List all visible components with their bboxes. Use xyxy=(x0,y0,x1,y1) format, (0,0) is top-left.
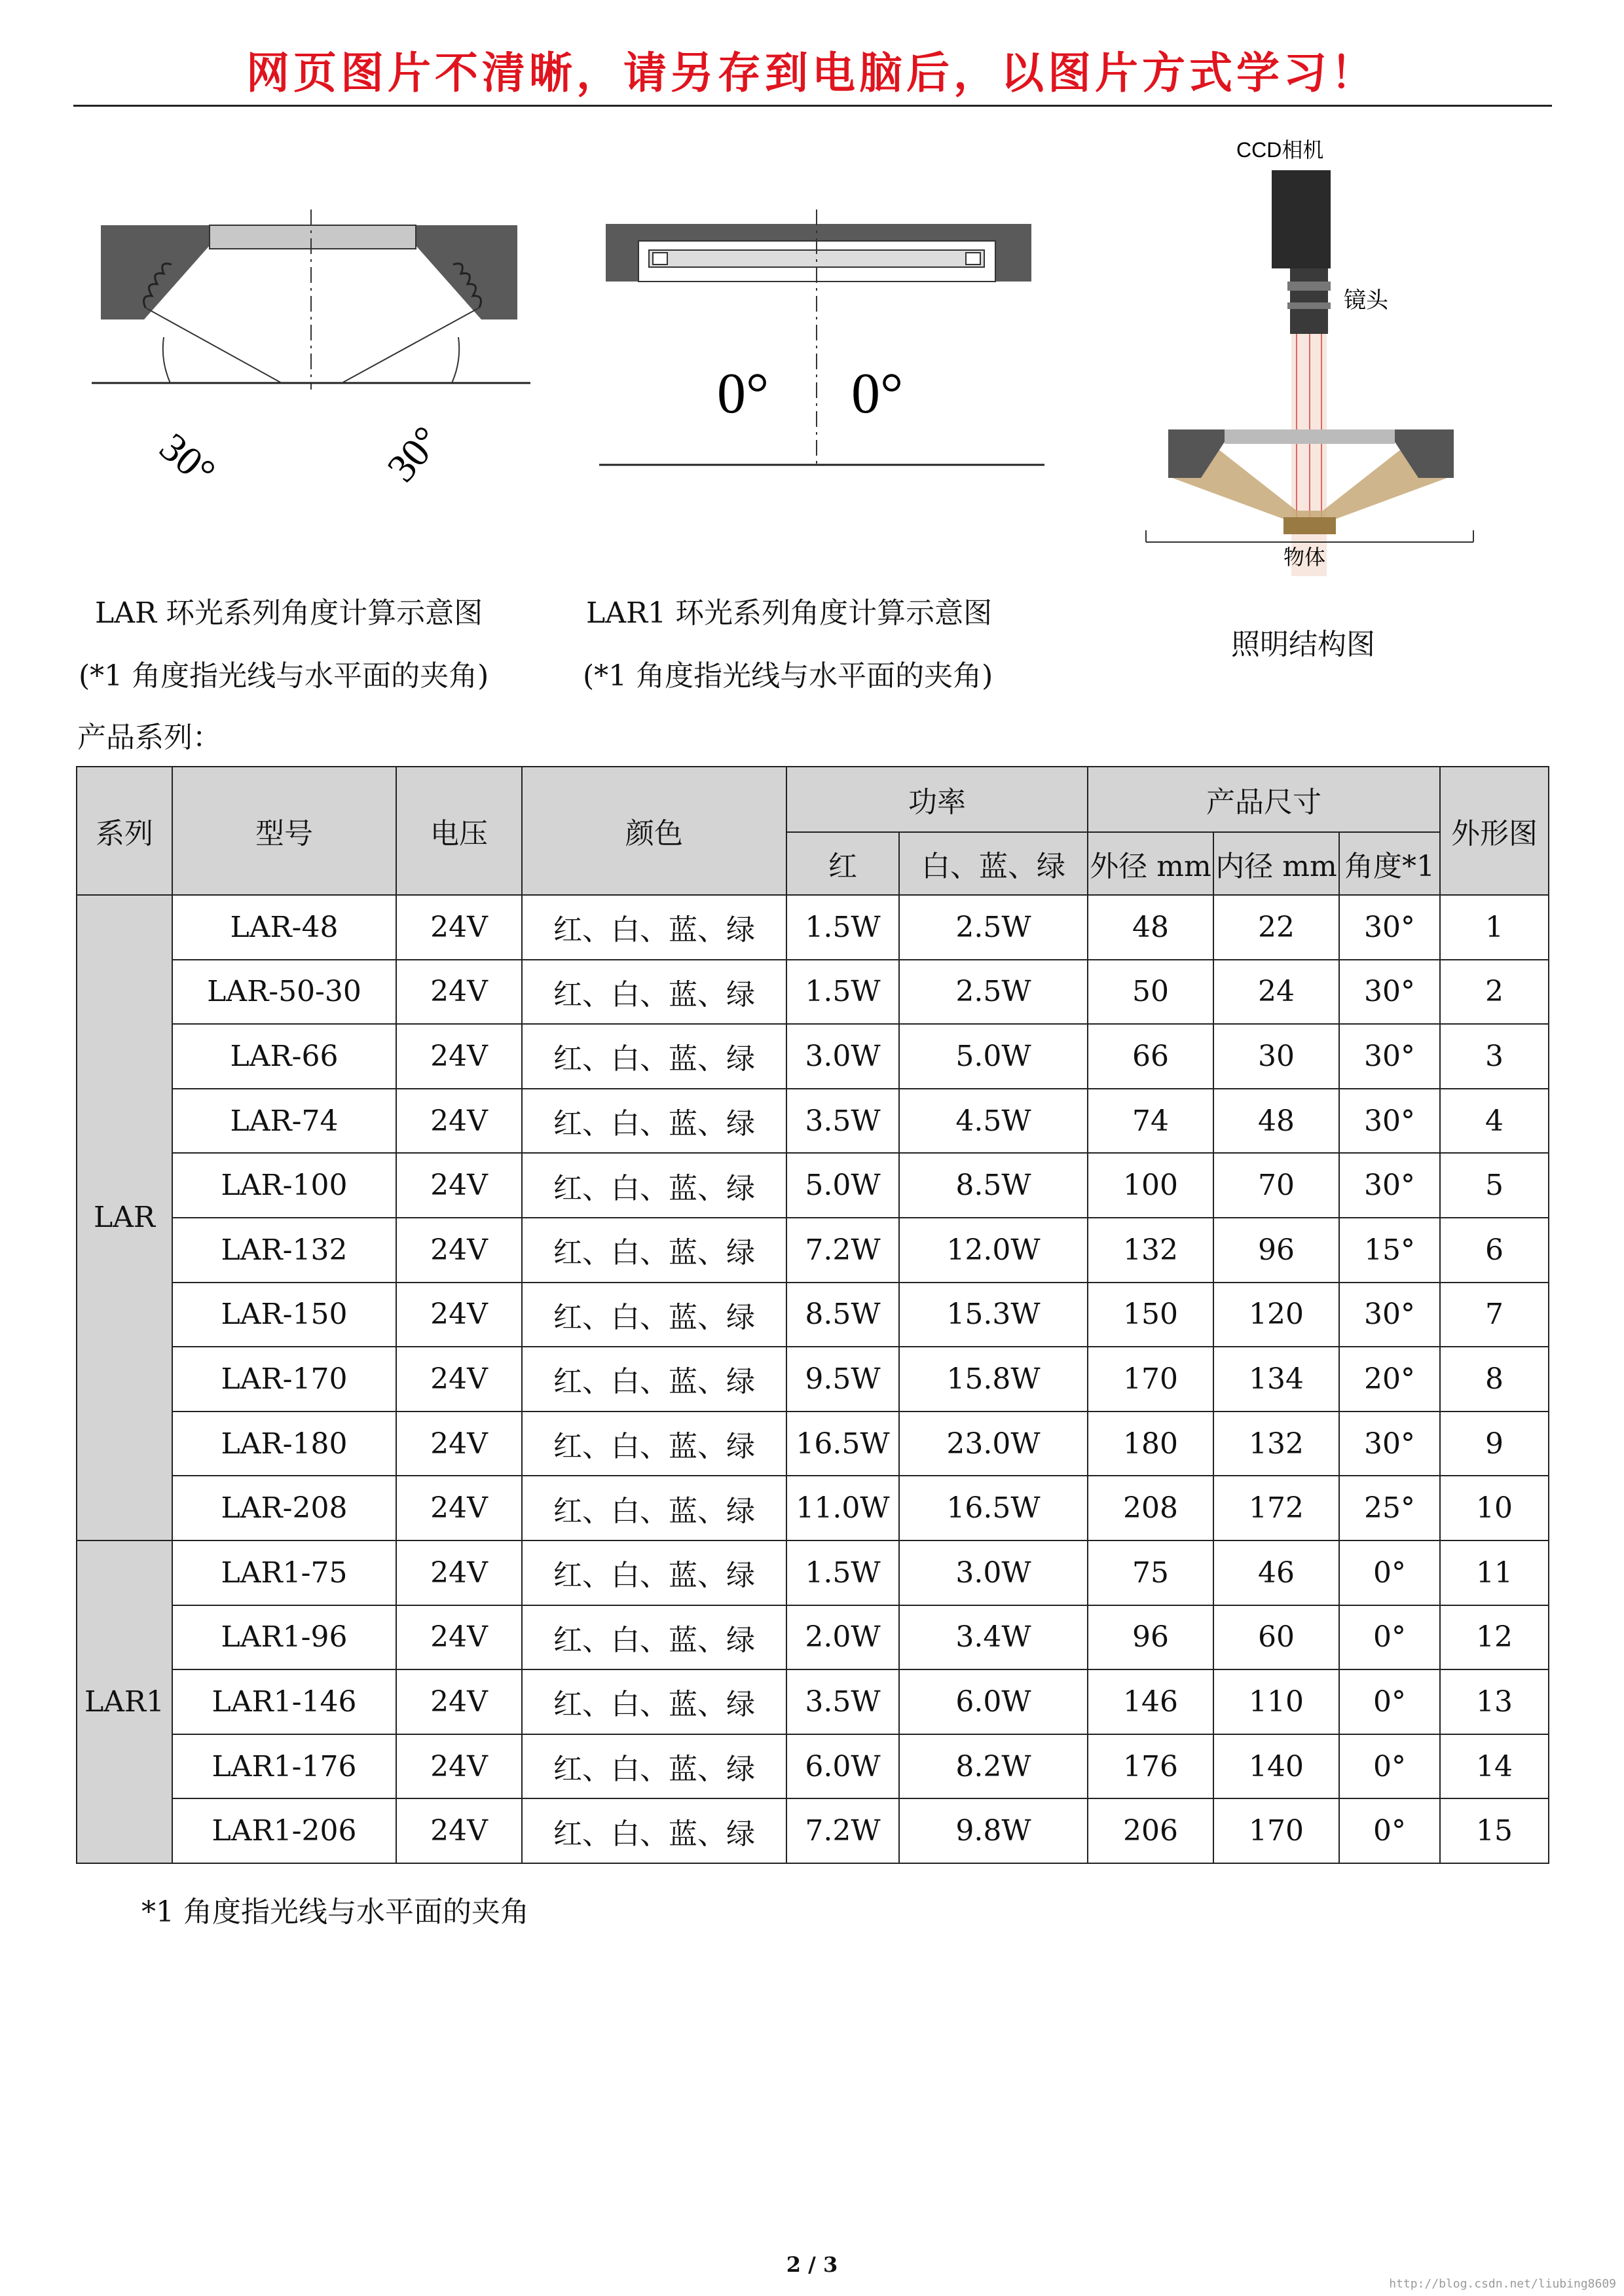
power-other-cell: 3.4W xyxy=(899,1605,1088,1670)
inner-diameter-cell: 70 xyxy=(1213,1153,1339,1218)
voltage-cell: 24V xyxy=(396,1605,522,1670)
page-number: 2 / 3 xyxy=(786,2252,838,2277)
table-row xyxy=(77,1798,1549,1863)
power-other-cell: 6.0W xyxy=(899,1669,1088,1734)
inner-diameter-cell: 60 xyxy=(1213,1605,1339,1670)
lar-angle-diagram xyxy=(85,210,544,498)
angle-cell: 15° xyxy=(1339,1218,1440,1283)
angle-cell: 30° xyxy=(1339,1283,1440,1347)
inner-diameter-cell: 134 xyxy=(1213,1347,1339,1412)
model-cell: LAR-100 xyxy=(172,1153,396,1218)
header-power: 功率 xyxy=(786,767,1088,832)
table-row xyxy=(77,1734,1549,1799)
color-cell: 红、白、蓝、绿 xyxy=(522,960,786,1025)
model-cell: LAR-208 xyxy=(172,1476,396,1540)
model-cell: LAR-74 xyxy=(172,1089,396,1154)
power-other-cell: 23.0W xyxy=(899,1412,1088,1476)
color-cell: 红、白、蓝、绿 xyxy=(522,1283,786,1347)
shape-cell: 6 xyxy=(1440,1218,1549,1283)
lar-figure-caption: LAR 环光系列角度计算示意图 xyxy=(95,596,483,630)
table-row xyxy=(77,1476,1549,1540)
camera-label: CCD相机 xyxy=(1236,138,1324,162)
table-row xyxy=(77,1669,1549,1734)
outer-diameter-cell: 176 xyxy=(1088,1734,1213,1799)
power-red-cell: 8.5W xyxy=(786,1283,899,1347)
voltage-cell: 24V xyxy=(396,1798,522,1863)
header-shape: 外形图 xyxy=(1440,767,1549,895)
outer-diameter-cell: 170 xyxy=(1088,1347,1213,1412)
lar-angle-right-label: 30° xyxy=(378,418,450,490)
table-row xyxy=(77,1153,1549,1218)
outer-diameter-cell: 50 xyxy=(1088,960,1213,1025)
inner-diameter-cell: 22 xyxy=(1213,895,1339,960)
outer-diameter-cell: 100 xyxy=(1088,1153,1213,1218)
power-other-cell: 12.0W xyxy=(899,1218,1088,1283)
color-cell: 红、白、蓝、绿 xyxy=(522,895,786,960)
voltage-cell: 24V xyxy=(396,1540,522,1605)
color-cell: 红、白、蓝、绿 xyxy=(522,1024,786,1089)
inner-diameter-cell: 110 xyxy=(1213,1669,1339,1734)
power-other-cell: 2.5W xyxy=(899,895,1088,960)
inner-diameter-cell: 46 xyxy=(1213,1540,1339,1605)
product-table xyxy=(76,766,1549,1864)
angle-cell: 0° xyxy=(1339,1540,1440,1605)
model-cell: LAR-150 xyxy=(172,1283,396,1347)
voltage-cell: 24V xyxy=(396,1283,522,1347)
table-row xyxy=(77,1412,1549,1476)
color-cell: 红、白、蓝、绿 xyxy=(522,1798,786,1863)
angle-cell: 30° xyxy=(1339,1089,1440,1154)
inner-diameter-cell: 132 xyxy=(1213,1412,1339,1476)
lar-figure-note: (*1 角度指光线与水平面的夹角) xyxy=(79,659,489,693)
outer-diameter-cell: 146 xyxy=(1088,1669,1213,1734)
outer-diameter-cell: 132 xyxy=(1088,1218,1213,1283)
model-cell: LAR-50-30 xyxy=(172,960,396,1025)
voltage-cell: 24V xyxy=(396,1218,522,1283)
power-red-cell: 16.5W xyxy=(786,1412,899,1476)
lar1-angle-right-label: 0° xyxy=(851,362,904,426)
shape-cell: 5 xyxy=(1440,1153,1549,1218)
shape-cell: 11 xyxy=(1440,1540,1549,1605)
inner-diameter-cell: 96 xyxy=(1213,1218,1339,1283)
model-cell: LAR1-176 xyxy=(172,1734,396,1799)
power-red-cell: 9.5W xyxy=(786,1347,899,1412)
voltage-cell: 24V xyxy=(396,1476,522,1540)
lar1-angle-left-label: 0° xyxy=(717,362,769,426)
inner-diameter-cell: 48 xyxy=(1213,1089,1339,1154)
power-red-cell: 3.5W xyxy=(786,1669,899,1734)
table-row xyxy=(77,1024,1549,1089)
header-color: 颜色 xyxy=(522,767,786,895)
power-red-cell: 1.5W xyxy=(786,895,899,960)
power-other-cell: 15.3W xyxy=(899,1283,1088,1347)
shape-cell: 8 xyxy=(1440,1347,1549,1412)
voltage-cell: 24V xyxy=(396,1347,522,1412)
voltage-cell: 24V xyxy=(396,1024,522,1089)
model-cell: LAR-170 xyxy=(172,1347,396,1412)
header-power-red: 红 xyxy=(786,832,899,895)
table-row xyxy=(77,1218,1549,1283)
color-cell: 红、白、蓝、绿 xyxy=(522,1153,786,1218)
footnote: *1 角度指光线与水平面的夹角 xyxy=(141,1895,529,1929)
voltage-cell: 24V xyxy=(396,1089,522,1154)
outer-diameter-cell: 208 xyxy=(1088,1476,1213,1540)
power-other-cell: 4.5W xyxy=(899,1089,1088,1154)
model-cell: LAR1-96 xyxy=(172,1605,396,1670)
series-cell: LAR xyxy=(77,895,172,1540)
header-inner-diameter: 内径 mm xyxy=(1213,832,1339,895)
lens-label: 镜头 xyxy=(1344,288,1388,313)
lighting-figure-caption: 照明结构图 xyxy=(1231,628,1375,661)
shape-cell: 14 xyxy=(1440,1734,1549,1799)
header-series: 系列 xyxy=(77,767,172,895)
angle-cell: 0° xyxy=(1339,1669,1440,1734)
angle-cell: 30° xyxy=(1339,960,1440,1025)
power-other-cell: 2.5W xyxy=(899,960,1088,1025)
power-red-cell: 1.5W xyxy=(786,1540,899,1605)
notice-banner: 网页图片不清晰，请另存到电脑后，以图片方式学习！ xyxy=(246,48,1378,98)
shape-cell: 13 xyxy=(1440,1669,1549,1734)
power-red-cell: 2.0W xyxy=(786,1605,899,1670)
color-cell: 红、白、蓝、绿 xyxy=(522,1218,786,1283)
power-red-cell: 11.0W xyxy=(786,1476,899,1540)
shape-cell: 2 xyxy=(1440,960,1549,1025)
color-cell: 红、白、蓝、绿 xyxy=(522,1347,786,1412)
voltage-cell: 24V xyxy=(396,1669,522,1734)
section-title: 产品系列： xyxy=(77,721,221,754)
inner-diameter-cell: 120 xyxy=(1213,1283,1339,1347)
header-outer-diameter: 外径 mm xyxy=(1088,832,1213,895)
angle-cell: 0° xyxy=(1339,1798,1440,1863)
power-other-cell: 3.0W xyxy=(899,1540,1088,1605)
color-cell: 红、白、蓝、绿 xyxy=(522,1540,786,1605)
outer-diameter-cell: 66 xyxy=(1088,1024,1213,1089)
voltage-cell: 24V xyxy=(396,1734,522,1799)
inner-diameter-cell: 170 xyxy=(1213,1798,1339,1863)
watermark: http://blog.csdn.net/liubing8609 xyxy=(1389,2277,1616,2291)
voltage-cell: 24V xyxy=(396,1412,522,1476)
power-red-cell: 7.2W xyxy=(786,1218,899,1283)
angle-cell: 30° xyxy=(1339,1024,1440,1089)
color-cell: 红、白、蓝、绿 xyxy=(522,1089,786,1154)
model-cell: LAR-48 xyxy=(172,895,396,960)
lar1-figure-note: (*1 角度指光线与水平面的夹角) xyxy=(583,659,993,693)
inner-diameter-cell: 30 xyxy=(1213,1024,1339,1089)
color-cell: 红、白、蓝、绿 xyxy=(522,1734,786,1799)
shape-cell: 12 xyxy=(1440,1605,1549,1670)
header-voltage: 电压 xyxy=(396,767,522,895)
shape-cell: 10 xyxy=(1440,1476,1549,1540)
lighting-structure-diagram xyxy=(1126,131,1493,576)
angle-cell: 30° xyxy=(1339,895,1440,960)
shape-cell: 9 xyxy=(1440,1412,1549,1476)
angle-cell: 30° xyxy=(1339,1412,1440,1476)
outer-diameter-cell: 150 xyxy=(1088,1283,1213,1347)
lar-angle-left-label: 30° xyxy=(151,424,224,496)
outer-diameter-cell: 48 xyxy=(1088,895,1213,960)
shape-cell: 1 xyxy=(1440,895,1549,960)
power-other-cell: 16.5W xyxy=(899,1476,1088,1540)
power-red-cell: 3.5W xyxy=(786,1089,899,1154)
model-cell: LAR1-75 xyxy=(172,1540,396,1605)
color-cell: 红、白、蓝、绿 xyxy=(522,1669,786,1734)
angle-cell: 0° xyxy=(1339,1605,1440,1670)
outer-diameter-cell: 75 xyxy=(1088,1540,1213,1605)
lar1-angle-diagram xyxy=(599,210,1044,484)
table-row xyxy=(77,1540,1549,1605)
outer-diameter-cell: 180 xyxy=(1088,1412,1213,1476)
product-table-body xyxy=(77,895,1549,1863)
table-row xyxy=(77,895,1549,960)
color-cell: 红、白、蓝、绿 xyxy=(522,1412,786,1476)
power-red-cell: 1.5W xyxy=(786,960,899,1025)
header-angle: 角度*1 xyxy=(1339,832,1440,895)
model-cell: LAR-180 xyxy=(172,1412,396,1476)
model-cell: LAR1-146 xyxy=(172,1669,396,1734)
model-cell: LAR-66 xyxy=(172,1024,396,1089)
shape-cell: 4 xyxy=(1440,1089,1549,1154)
inner-diameter-cell: 24 xyxy=(1213,960,1339,1025)
lar1-figure-caption: LAR1 环光系列角度计算示意图 xyxy=(586,596,993,630)
table-row xyxy=(77,1605,1549,1670)
header-size: 产品尺寸 xyxy=(1088,767,1440,832)
angle-cell: 20° xyxy=(1339,1347,1440,1412)
object-label: 物体 xyxy=(1283,545,1326,569)
header-model: 型号 xyxy=(172,767,396,895)
shape-cell: 7 xyxy=(1440,1283,1549,1347)
power-red-cell: 3.0W xyxy=(786,1024,899,1089)
voltage-cell: 24V xyxy=(396,960,522,1025)
shape-cell: 3 xyxy=(1440,1024,1549,1089)
table-row xyxy=(77,1089,1549,1154)
color-cell: 红、白、蓝、绿 xyxy=(522,1605,786,1670)
power-red-cell: 5.0W xyxy=(786,1153,899,1218)
outer-diameter-cell: 96 xyxy=(1088,1605,1213,1670)
model-cell: LAR1-206 xyxy=(172,1798,396,1863)
power-other-cell: 8.2W xyxy=(899,1734,1088,1799)
shape-cell: 15 xyxy=(1440,1798,1549,1863)
power-other-cell: 8.5W xyxy=(899,1153,1088,1218)
power-other-cell: 15.8W xyxy=(899,1347,1088,1412)
color-cell: 红、白、蓝、绿 xyxy=(522,1476,786,1540)
table-row xyxy=(77,1283,1549,1347)
angle-cell: 30° xyxy=(1339,1153,1440,1218)
voltage-cell: 24V xyxy=(396,895,522,960)
table-row xyxy=(77,1347,1549,1412)
power-other-cell: 5.0W xyxy=(899,1024,1088,1089)
outer-diameter-cell: 74 xyxy=(1088,1089,1213,1154)
inner-diameter-cell: 172 xyxy=(1213,1476,1339,1540)
angle-cell: 25° xyxy=(1339,1476,1440,1540)
series-cell: LAR1 xyxy=(77,1540,172,1863)
power-red-cell: 6.0W xyxy=(786,1734,899,1799)
table-row xyxy=(77,960,1549,1025)
header-divider xyxy=(73,105,1552,107)
model-cell: LAR-132 xyxy=(172,1218,396,1283)
power-red-cell: 7.2W xyxy=(786,1798,899,1863)
voltage-cell: 24V xyxy=(396,1153,522,1218)
inner-diameter-cell: 140 xyxy=(1213,1734,1339,1799)
outer-diameter-cell: 206 xyxy=(1088,1798,1213,1863)
power-other-cell: 9.8W xyxy=(899,1798,1088,1863)
angle-cell: 0° xyxy=(1339,1734,1440,1799)
header-power-other: 白、蓝、绿 xyxy=(899,832,1088,895)
